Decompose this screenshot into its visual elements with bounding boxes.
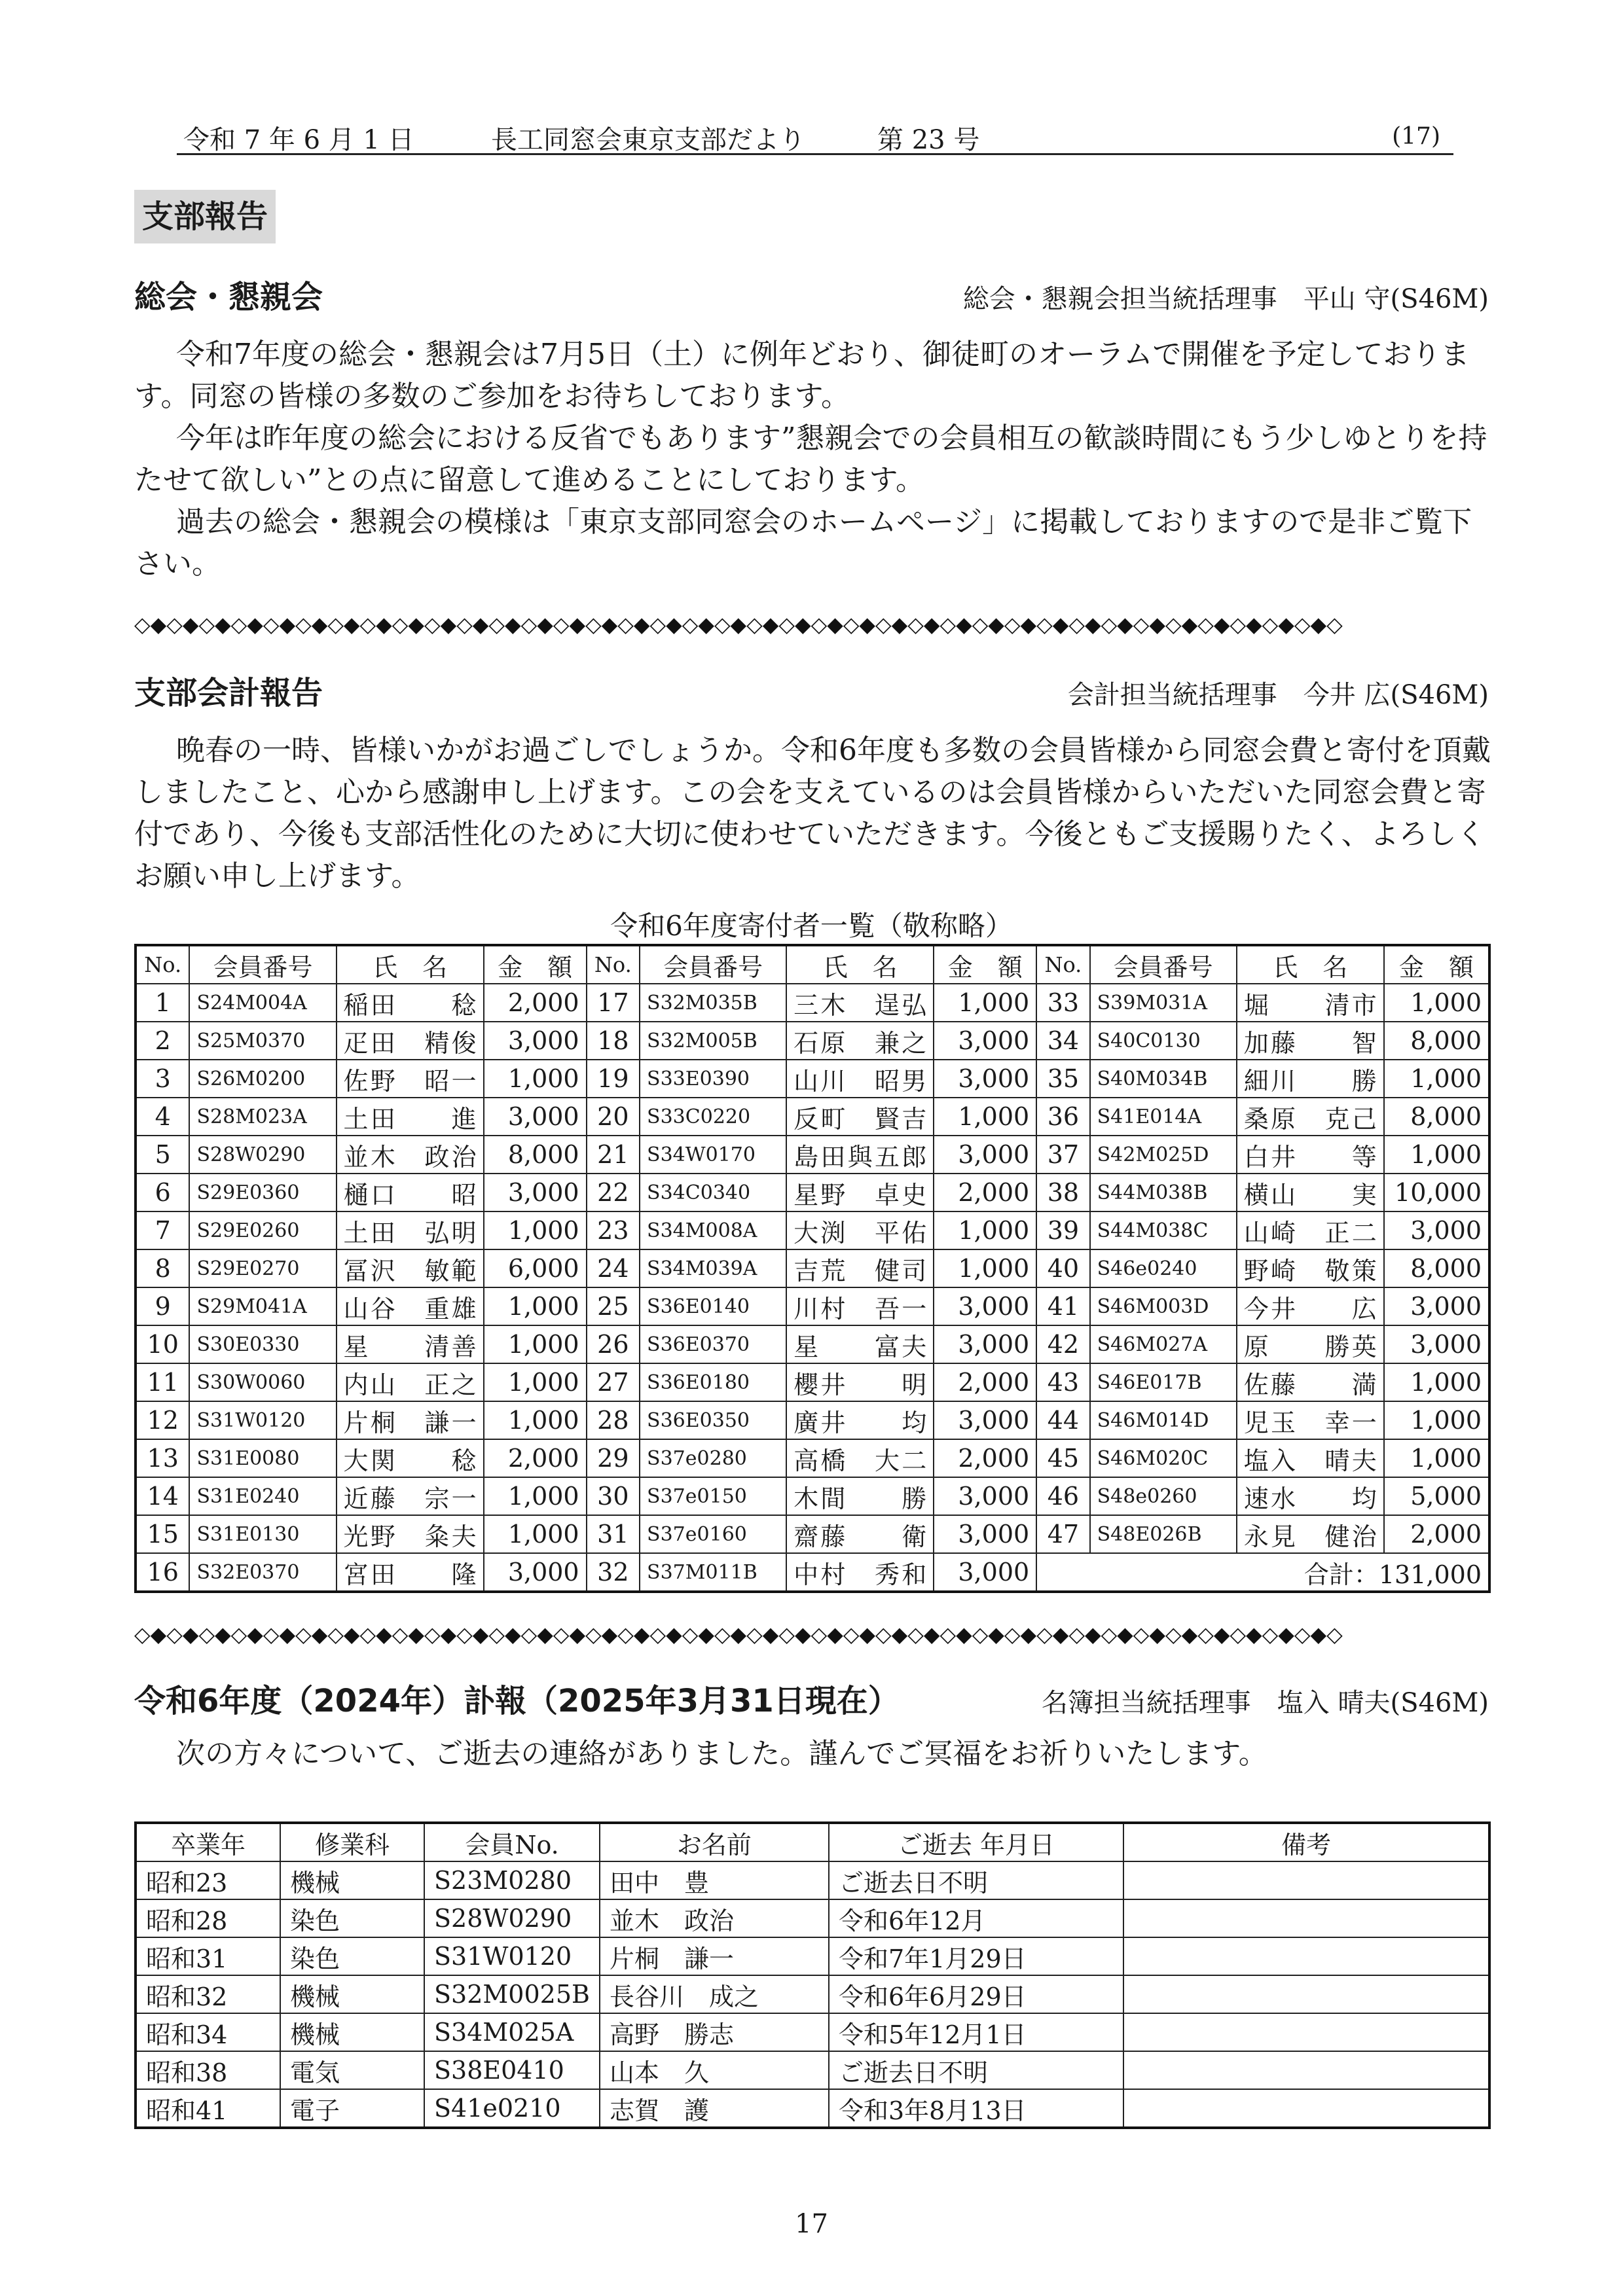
donor-name: 三木 逞弘 xyxy=(786,984,934,1022)
donor-member-code: S29E0270 xyxy=(189,1249,336,1287)
donor-member-code: S46M020C xyxy=(1090,1439,1237,1477)
donor-member-code: S31E0080 xyxy=(189,1439,336,1477)
donor-amount: 10,000 xyxy=(1384,1174,1489,1211)
obit-member-no: S28W0290 xyxy=(424,1899,600,1937)
donor-member-code: S32M035B xyxy=(640,984,786,1022)
accounting-paragraph: 晩春の一時、皆様いかがお過ごしでしょうか。令和6年度も多数の会員皆様から同窓会費と寄付を頂戴しましたこと、心から感謝申し上げます。この会を支えているのは会員皆様からいただいた同窓会費と寄付であり、今後も支部活性化のために大切に使わせていただきます。今後ともご支援賜りたく、よろしくお願い申し上げます。 xyxy=(134,734,1491,893)
obit-department: 機械 xyxy=(280,1975,424,2013)
col-name: 氏 名 xyxy=(786,945,934,984)
donor-no: 32 xyxy=(587,1553,640,1592)
donor-member-code: S42M025D xyxy=(1090,1136,1237,1174)
donor-no: 7 xyxy=(136,1211,189,1249)
donor-member-code: S40M034B xyxy=(1090,1060,1237,1098)
donor-amount: 1,000 xyxy=(1384,1439,1489,1477)
obituary-table-body xyxy=(136,1861,1489,2128)
ornament-divider: ◇◆◇◆◇◆◇◆◇◆◇◆◇◆◇◆◇◆◇◆◇◆◇◆◇◆◇◆◇◆◇◆◇◆◇◆◇◆◇◆◇◆◇◆◇◆◇◆◇◆◇◆◇◆◇◆◇◆◇◆◇◆◇◆◇◆◇◆◇◆◇◆◇◆◇ xyxy=(134,612,1343,637)
donor-amount: 6,000 xyxy=(484,1249,587,1287)
donor-member-code: S34M008A xyxy=(640,1211,786,1249)
obit-department: 機械 xyxy=(280,1861,424,1899)
table-row xyxy=(136,1249,1489,1287)
donor-name: 川村 吾一 xyxy=(786,1287,934,1325)
donor-name: 土田 進 xyxy=(337,1098,484,1136)
donor-no: 23 xyxy=(587,1211,640,1249)
donor-amount: 2,000 xyxy=(934,1363,1036,1401)
table-row xyxy=(136,2089,1489,2128)
donor-member-code: S24M004A xyxy=(189,984,336,1022)
donor-member-code: S29E0260 xyxy=(189,1211,336,1249)
header-date: 令和 7 年 6 月 1 日 xyxy=(183,125,414,155)
donor-name: 児玉 幸一 xyxy=(1237,1401,1384,1439)
donor-name: 中村 秀和 xyxy=(786,1553,934,1592)
donor-amount: 3,000 xyxy=(934,1477,1036,1515)
donor-no: 4 xyxy=(136,1098,189,1136)
donor-amount: 3,000 xyxy=(934,1515,1036,1553)
donor-member-code: S30W0060 xyxy=(189,1363,336,1401)
obit-remarks xyxy=(1123,1861,1489,1899)
donor-no: 18 xyxy=(587,1022,640,1060)
col-member-name: お名前 xyxy=(600,1823,829,1861)
donor-amount: 5,000 xyxy=(1384,1477,1489,1515)
table-row xyxy=(136,1211,1489,1249)
obituary-heading: 令和6年度（2024年）訃報（2025年3月31日現在） xyxy=(134,1683,900,1719)
obit-member-no: S31W0120 xyxy=(424,1937,600,1975)
donor-member-code: S28M023A xyxy=(189,1098,336,1136)
donor-no: 17 xyxy=(587,984,640,1022)
donor-name: 土田 弘明 xyxy=(337,1211,484,1249)
donor-name: 光野 粂夫 xyxy=(337,1515,484,1553)
donor-no: 37 xyxy=(1036,1136,1089,1174)
col-amount: 金 額 xyxy=(484,945,587,984)
col-no: No. xyxy=(136,945,189,984)
donor-amount: 3,000 xyxy=(484,1174,587,1211)
col-name: 氏 名 xyxy=(1237,945,1384,984)
donor-amount: 1,000 xyxy=(484,1211,587,1249)
donor-no: 47 xyxy=(1036,1515,1089,1553)
donor-no: 3 xyxy=(136,1060,189,1098)
donor-amount: 3,000 xyxy=(484,1098,587,1136)
header-issue: 第 23 号 xyxy=(877,125,980,155)
donor-no: 1 xyxy=(136,984,189,1022)
obit-department: 機械 xyxy=(280,2013,424,2051)
obit-member-no: S34M025A xyxy=(424,2013,600,2051)
donor-name: 吉荒 健司 xyxy=(786,1249,934,1287)
donor-name: 島田與五郎 xyxy=(786,1136,934,1174)
donor-amount: 8,000 xyxy=(484,1136,587,1174)
donor-amount: 2,000 xyxy=(934,1174,1036,1211)
donor-no: 8 xyxy=(136,1249,189,1287)
obit-member-name: 並木 政治 xyxy=(600,1899,829,1937)
donor-no: 43 xyxy=(1036,1363,1089,1401)
donor-amount: 1,000 xyxy=(934,1211,1036,1249)
donor-no: 35 xyxy=(1036,1060,1089,1098)
donor-member-code: S28W0290 xyxy=(189,1136,336,1174)
obit-member-no: S23M0280 xyxy=(424,1861,600,1899)
obit-member-no: S41e0210 xyxy=(424,2089,600,2128)
donor-amount: 1,000 xyxy=(1384,1401,1489,1439)
donor-member-code: S36E0140 xyxy=(640,1287,786,1325)
donor-table-caption: 令和6年度寄付者一覧（敬称略） xyxy=(610,910,1013,942)
col-death-date: ご逝去 年月日 xyxy=(829,1823,1123,1861)
donor-amount: 1,000 xyxy=(484,1363,587,1401)
donor-amount: 3,000 xyxy=(934,1287,1036,1325)
donor-member-code: S32M005B xyxy=(640,1022,786,1060)
donor-amount: 3,000 xyxy=(934,1553,1036,1592)
donor-no: 24 xyxy=(587,1249,640,1287)
donor-amount: 3,000 xyxy=(484,1022,587,1060)
obit-member-name: 長谷川 成之 xyxy=(600,1975,829,2013)
table-row xyxy=(136,2013,1489,2051)
obit-remarks xyxy=(1123,2051,1489,2089)
donor-member-code: S33C0220 xyxy=(640,1098,786,1136)
obit-graduation-year: 昭和23 xyxy=(136,1861,280,1899)
accounting-author: 会計担当統括理事 今井 広(S46M) xyxy=(1067,680,1489,710)
donor-amount: 3,000 xyxy=(484,1553,587,1592)
donor-name: 櫻井 明 xyxy=(786,1363,934,1401)
obit-member-name: 片桐 謙一 xyxy=(600,1937,829,1975)
obit-remarks xyxy=(1123,1899,1489,1937)
donor-member-code: S37M011B xyxy=(640,1553,786,1592)
donor-amount: 3,000 xyxy=(934,1325,1036,1363)
donor-no: 14 xyxy=(136,1477,189,1515)
donor-no: 27 xyxy=(587,1363,640,1401)
donor-member-code: S29E0360 xyxy=(189,1174,336,1211)
donor-no: 20 xyxy=(587,1098,640,1136)
donor-no: 38 xyxy=(1036,1174,1089,1211)
donation-total: 合計：131,000 xyxy=(1036,1553,1489,1592)
footer-page-number: 17 xyxy=(795,2209,828,2239)
col-name: 氏 名 xyxy=(337,945,484,984)
donor-no: 42 xyxy=(1036,1325,1089,1363)
donor-name: 近藤 宗一 xyxy=(337,1477,484,1515)
table-row xyxy=(136,1022,1489,1060)
obit-death-date: 令和5年12月1日 xyxy=(829,2013,1123,2051)
col-code: 会員番号 xyxy=(1090,945,1237,984)
table-row xyxy=(136,1401,1489,1439)
donor-amount: 1,000 xyxy=(484,1515,587,1553)
donor-no: 10 xyxy=(136,1325,189,1363)
donor-name: 原 勝英 xyxy=(1237,1325,1384,1363)
donor-amount: 2,000 xyxy=(484,1439,587,1477)
ornament-divider: ◇◆◇◆◇◆◇◆◇◆◇◆◇◆◇◆◇◆◇◆◇◆◇◆◇◆◇◆◇◆◇◆◇◆◇◆◇◆◇◆◇◆◇◆◇◆◇◆◇◆◇◆◇◆◇◆◇◆◇◆◇◆◇◆◇◆◇◆◇◆◇◆◇◆◇ xyxy=(134,1622,1343,1647)
donor-name: 疋田 精俊 xyxy=(337,1022,484,1060)
donor-name: 白井 等 xyxy=(1237,1136,1384,1174)
col-no: No. xyxy=(587,945,640,984)
donor-no: 22 xyxy=(587,1174,640,1211)
donor-no: 25 xyxy=(587,1287,640,1325)
donor-no: 29 xyxy=(587,1439,640,1477)
donor-member-code: S32E0370 xyxy=(189,1553,336,1592)
donor-member-code: S44M038C xyxy=(1090,1211,1237,1249)
donor-amount: 3,000 xyxy=(934,1401,1036,1439)
table-row xyxy=(136,2051,1489,2089)
donor-no: 34 xyxy=(1036,1022,1089,1060)
table-row xyxy=(136,1098,1489,1136)
table-row xyxy=(136,1060,1489,1098)
donor-member-code: S29M041A xyxy=(189,1287,336,1325)
donor-amount: 1,000 xyxy=(934,1098,1036,1136)
donor-amount: 2,000 xyxy=(1384,1515,1489,1553)
obit-remarks xyxy=(1123,1937,1489,1975)
donor-name: 宮田 隆 xyxy=(337,1553,484,1592)
donor-name: 塩入 晴夫 xyxy=(1237,1439,1384,1477)
obit-member-no: S32M0025B xyxy=(424,1975,600,2013)
header-publication: 長工同窓会東京支部だより xyxy=(491,125,805,155)
donor-member-code: S37e0280 xyxy=(640,1439,786,1477)
donor-no: 26 xyxy=(587,1325,640,1363)
donor-name: 速水 均 xyxy=(1237,1477,1384,1515)
donor-name: 山谷 重雄 xyxy=(337,1287,484,1325)
obit-graduation-year: 昭和38 xyxy=(136,2051,280,2089)
header-page-number: (17) xyxy=(1392,123,1440,150)
donor-no: 12 xyxy=(136,1401,189,1439)
donor-no: 40 xyxy=(1036,1249,1089,1287)
donor-member-code: S37e0160 xyxy=(640,1515,786,1553)
donor-member-code: S48E026B xyxy=(1090,1515,1237,1553)
donor-amount: 1,000 xyxy=(1384,1060,1489,1098)
donor-no: 33 xyxy=(1036,984,1089,1022)
donor-amount: 1,000 xyxy=(484,1287,587,1325)
donor-member-code: S44M038B xyxy=(1090,1174,1237,1211)
col-remarks: 備考 xyxy=(1123,1823,1489,1861)
donor-name: 高橋 大二 xyxy=(786,1439,934,1477)
donor-name: 大関 稔 xyxy=(337,1439,484,1477)
obit-member-name: 高野 勝志 xyxy=(600,2013,829,2051)
donor-amount: 1,000 xyxy=(484,1401,587,1439)
donor-member-code: S41E014A xyxy=(1090,1098,1237,1136)
table-row xyxy=(136,1174,1489,1211)
donor-amount: 8,000 xyxy=(1384,1249,1489,1287)
donor-member-code: S31E0240 xyxy=(189,1477,336,1515)
donor-member-code: S36E0180 xyxy=(640,1363,786,1401)
donor-no: 15 xyxy=(136,1515,189,1553)
donor-name: 星 清善 xyxy=(337,1325,484,1363)
donor-table-body xyxy=(136,984,1489,1592)
obit-death-date: ご逝去日不明 xyxy=(829,2051,1123,2089)
obit-death-date: 令和7年1月29日 xyxy=(829,1937,1123,1975)
donor-no: 45 xyxy=(1036,1439,1089,1477)
col-member-no: 会員No. xyxy=(424,1823,600,1861)
meeting-paragraph-3: 過去の総会・懇親会の模様は「東京支部同窓会のホームページ」に掲載しておりますので是非ご覧下さい。 xyxy=(134,505,1472,581)
donor-name: 星 富夫 xyxy=(786,1325,934,1363)
obit-member-no: S38E0410 xyxy=(424,2051,600,2089)
obit-graduation-year: 昭和31 xyxy=(136,1937,280,1975)
obit-member-name: 山本 久 xyxy=(600,2051,829,2089)
donor-amount: 3,000 xyxy=(1384,1287,1489,1325)
donor-amount: 1,000 xyxy=(934,1249,1036,1287)
donor-member-code: S30E0330 xyxy=(189,1325,336,1363)
donor-no: 21 xyxy=(587,1136,640,1174)
donor-no: 13 xyxy=(136,1439,189,1477)
meeting-paragraph-1: 令和7年度の総会・懇親会は7月5日（土）に例年どおり、御徒町のオーラムで開催を予定しております。同窓の皆様の多数のご参加をお待ちしております。 xyxy=(134,338,1470,413)
donor-no: 28 xyxy=(587,1401,640,1439)
donor-amount: 3,000 xyxy=(1384,1211,1489,1249)
donor-no: 9 xyxy=(136,1287,189,1325)
obit-graduation-year: 昭和34 xyxy=(136,2013,280,2051)
table-row xyxy=(136,1136,1489,1174)
donor-member-code: S46M027A xyxy=(1090,1325,1237,1363)
donor-member-code: S31W0120 xyxy=(189,1401,336,1439)
col-no: No. xyxy=(1036,945,1089,984)
donor-member-code: S34W0170 xyxy=(640,1136,786,1174)
donor-amount: 1,000 xyxy=(1384,1136,1489,1174)
meeting-paragraph-2: 今年は昨年度の総会における反省でもあります”懇親会での会員相互の歓談時間にもう少しゆとりを持たせて欲しい”との点に留意して進めることにしております。 xyxy=(134,422,1487,497)
donor-no: 39 xyxy=(1036,1211,1089,1249)
obit-death-date: 令和6年6月29日 xyxy=(829,1975,1123,2013)
obituary-author: 名簿担当統括理事 塩入 晴夫(S46M) xyxy=(1041,1688,1489,1718)
donor-member-code: S33E0390 xyxy=(640,1060,786,1098)
donor-name: 廣井 均 xyxy=(786,1401,934,1439)
donor-table xyxy=(134,944,1491,1593)
donor-member-code: S46M003D xyxy=(1090,1287,1237,1325)
donor-name: 佐野 昭一 xyxy=(337,1060,484,1098)
col-code: 会員番号 xyxy=(640,945,786,984)
obit-remarks xyxy=(1123,1975,1489,2013)
donor-name: 反町 賢吉 xyxy=(786,1098,934,1136)
col-amount: 金 額 xyxy=(1384,945,1489,984)
obit-member-name: 田中 豊 xyxy=(600,1861,829,1899)
donor-amount: 8,000 xyxy=(1384,1022,1489,1060)
accounting-heading: 支部会計報告 xyxy=(134,675,323,711)
table-row xyxy=(136,1515,1489,1553)
meeting-heading: 総会・懇親会 xyxy=(134,279,323,315)
donor-amount: 2,000 xyxy=(484,984,587,1022)
col-graduation-year: 卒業年 xyxy=(136,1823,280,1861)
obit-department: 電子 xyxy=(280,2089,424,2128)
donor-amount: 1,000 xyxy=(484,1325,587,1363)
donor-amount: 2,000 xyxy=(934,1439,1036,1477)
donor-member-code: S26M0200 xyxy=(189,1060,336,1098)
obit-remarks xyxy=(1123,2013,1489,2051)
obit-member-name: 志賀 護 xyxy=(600,2089,829,2128)
donor-member-code: S34M039A xyxy=(640,1249,786,1287)
donor-no: 19 xyxy=(587,1060,640,1098)
donor-name: 堀 清市 xyxy=(1237,984,1384,1022)
donor-name: 細川 勝 xyxy=(1237,1060,1384,1098)
donor-no: 31 xyxy=(587,1515,640,1553)
donor-name: 齋藤 衛 xyxy=(786,1515,934,1553)
obit-department: 染色 xyxy=(280,1937,424,1975)
donor-name: 桑原 克己 xyxy=(1237,1098,1384,1136)
donor-name: 内山 正之 xyxy=(337,1363,484,1401)
obit-graduation-year: 昭和32 xyxy=(136,1975,280,2013)
donor-amount: 1,000 xyxy=(1384,984,1489,1022)
donor-no: 2 xyxy=(136,1022,189,1060)
table-row xyxy=(136,1899,1489,1937)
donor-no: 11 xyxy=(136,1363,189,1401)
col-amount: 金 額 xyxy=(934,945,1036,984)
obit-death-date: 令和3年8月13日 xyxy=(829,2089,1123,2128)
donor-name: 樋口 昭 xyxy=(337,1174,484,1211)
table-row xyxy=(136,984,1489,1022)
donor-amount: 3,000 xyxy=(1384,1325,1489,1363)
obit-graduation-year: 昭和28 xyxy=(136,1899,280,1937)
donor-name: 片桐 謙一 xyxy=(337,1401,484,1439)
donor-amount: 3,000 xyxy=(934,1060,1036,1098)
donor-amount: 1,000 xyxy=(934,984,1036,1022)
donor-amount: 8,000 xyxy=(1384,1098,1489,1136)
donor-amount: 1,000 xyxy=(484,1060,587,1098)
donor-name: 石原 兼之 xyxy=(786,1022,934,1060)
donor-no: 6 xyxy=(136,1174,189,1211)
obit-death-date: ご逝去日不明 xyxy=(829,1861,1123,1899)
donor-amount: 3,000 xyxy=(934,1022,1036,1060)
obit-death-date: 令和6年12月 xyxy=(829,1899,1123,1937)
obit-department: 染色 xyxy=(280,1899,424,1937)
donor-member-code: S48e0260 xyxy=(1090,1477,1237,1515)
donor-member-code: S25M0370 xyxy=(189,1022,336,1060)
table-row xyxy=(136,1937,1489,1975)
donor-name: 山崎 正二 xyxy=(1237,1211,1384,1249)
donor-amount: 1,000 xyxy=(484,1477,587,1515)
table-row xyxy=(136,1861,1489,1899)
donor-amount: 1,000 xyxy=(1384,1363,1489,1401)
donor-name: 佐藤 満 xyxy=(1237,1363,1384,1401)
donor-member-code: S40C0130 xyxy=(1090,1022,1237,1060)
donor-no: 36 xyxy=(1036,1098,1089,1136)
donor-name: 加藤 智 xyxy=(1237,1022,1384,1060)
donor-name: 稲田 稔 xyxy=(337,984,484,1022)
donor-name: 永見 健治 xyxy=(1237,1515,1384,1553)
donor-name: 山川 昭男 xyxy=(786,1060,934,1098)
donor-name: 木間 勝 xyxy=(786,1477,934,1515)
table-row xyxy=(136,1439,1489,1477)
obituary-table-header xyxy=(136,1823,1489,1861)
donor-name: 並木 政治 xyxy=(337,1136,484,1174)
donor-name: 野崎 敬策 xyxy=(1237,1249,1384,1287)
donor-member-code: S31E0130 xyxy=(189,1515,336,1553)
col-department: 修業科 xyxy=(280,1823,424,1861)
col-code: 会員番号 xyxy=(189,945,336,984)
donor-member-code: S36E0350 xyxy=(640,1401,786,1439)
donor-no: 41 xyxy=(1036,1287,1089,1325)
donor-no: 44 xyxy=(1036,1401,1089,1439)
obituary-paragraph: 次の方々について、ご逝去の連絡がありました。謹んでご冥福をお祈りいたします。 xyxy=(176,1737,1267,1770)
meeting-author: 総会・懇親会担当統括理事 平山 守(S46M) xyxy=(962,284,1489,314)
donor-amount: 3,000 xyxy=(934,1136,1036,1174)
donor-table-header xyxy=(136,945,1489,984)
section-label: 支部報告 xyxy=(134,190,276,243)
donor-member-code: S46e0240 xyxy=(1090,1249,1237,1287)
donor-no: 5 xyxy=(136,1136,189,1174)
donor-member-code: S37e0150 xyxy=(640,1477,786,1515)
donor-name: 今井 広 xyxy=(1237,1287,1384,1325)
table-row xyxy=(136,1477,1489,1515)
table-row xyxy=(136,1553,1489,1592)
donor-no: 46 xyxy=(1036,1477,1089,1515)
table-row xyxy=(136,1325,1489,1363)
donor-member-code: S46M014D xyxy=(1090,1401,1237,1439)
donor-name: 星野 卓史 xyxy=(786,1174,934,1211)
donor-name: 横山 実 xyxy=(1237,1174,1384,1211)
table-row xyxy=(136,1975,1489,2013)
obit-remarks xyxy=(1123,2089,1489,2128)
donor-member-code: S39M031A xyxy=(1090,984,1237,1022)
donor-member-code: S34C0340 xyxy=(640,1174,786,1211)
donor-member-code: S46E017B xyxy=(1090,1363,1237,1401)
donor-no: 16 xyxy=(136,1553,189,1592)
obit-department: 電気 xyxy=(280,2051,424,2089)
obituary-table xyxy=(134,1821,1491,2129)
donor-member-code: S36E0370 xyxy=(640,1325,786,1363)
page-header xyxy=(177,117,1453,155)
table-row xyxy=(136,1363,1489,1401)
obit-graduation-year: 昭和41 xyxy=(136,2089,280,2128)
donor-name: 冨沢 敏範 xyxy=(337,1249,484,1287)
table-row xyxy=(136,1287,1489,1325)
donor-no: 30 xyxy=(587,1477,640,1515)
donor-name: 大渕 平佑 xyxy=(786,1211,934,1249)
